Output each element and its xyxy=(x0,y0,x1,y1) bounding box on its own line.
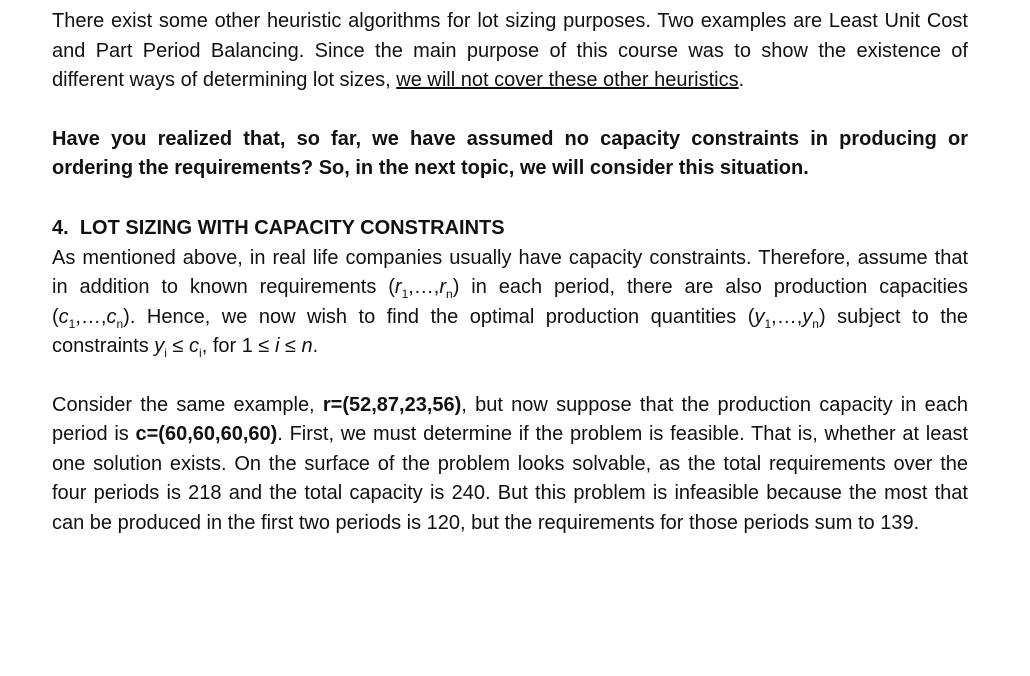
sub-n: n xyxy=(116,316,124,331)
sub-i: i xyxy=(164,346,167,360)
var-y: y xyxy=(754,305,765,328)
spacer xyxy=(52,184,968,213)
var-y: y xyxy=(802,305,813,328)
capacity-vector: c=(60,60,60,60) xyxy=(135,423,278,445)
section-heading xyxy=(52,213,968,244)
sub-n: n xyxy=(812,316,819,331)
sub-1: 1 xyxy=(401,287,409,301)
text: ). Hence, we now wish to find the optimal production quantities ( xyxy=(123,305,755,328)
var-r: r xyxy=(394,276,402,298)
le-sign: ≤ xyxy=(166,335,190,357)
var-i: i xyxy=(274,335,280,357)
example-paragraph xyxy=(52,391,968,539)
question-paragraph: Have you realized that, so far, we have assumed no capacity constraints in producing or ordering the requirements? So, in the next topic, we will consider this situation. xyxy=(52,127,968,179)
var-c: c xyxy=(58,305,69,328)
sub-1: 1 xyxy=(68,316,76,331)
ellipsis: ,…, xyxy=(771,305,803,328)
intro-text: There exist some other heuristic algorithms for lot sizing purposes. Two examples are Least Unit Cost and Part Period Balancing. Since the main purpose of this course was to show the existence of different ways of determining lot sizes, xyxy=(52,10,968,91)
text: . First, we must determine if the problem is feasible. That is, whether at least one solution exists. On the surface of the problem looks solvable, as the total requirements over the four periods is 218 and the total capacity is 240. But this problem is infeasible because the most that can be produced in the first two periods is 120, but the requirements for those periods sum to 139. xyxy=(52,423,969,534)
spacer xyxy=(52,362,968,391)
ellipsis: ,…, xyxy=(408,276,440,298)
sub-n: n xyxy=(446,287,453,301)
var-r: r xyxy=(439,276,447,298)
intro-paragraph xyxy=(52,7,968,96)
intro-end: . xyxy=(738,69,745,91)
section-title: LOT SIZING WITH CAPACITY CONSTRAINTS xyxy=(79,216,505,239)
text: ) in each period, there are also production capacities ( xyxy=(52,276,969,328)
var-c: c xyxy=(106,305,117,328)
var-c: c xyxy=(189,335,200,357)
text: As mentioned above, in real life companies usually have capacity constraints. Therefore, assume that in addition to known requirements ( xyxy=(52,246,968,298)
section-number: 4. xyxy=(52,216,69,239)
requirements-vector: r=(52,87,23,56) xyxy=(322,393,462,416)
underlined-note: we will not cover these other heuristics xyxy=(396,69,739,91)
var-n: n xyxy=(301,335,313,357)
capacity-paragraph xyxy=(52,244,968,362)
ellipsis: ,…, xyxy=(75,305,107,328)
text: ≤ xyxy=(279,335,302,357)
text: , but now suppose that the production capacity in each period is xyxy=(52,393,968,445)
sub-1: 1 xyxy=(764,316,772,331)
text: Consider the same example, xyxy=(52,393,323,416)
text: , for 1 ≤ xyxy=(201,335,275,357)
text: ) subject to the constraints xyxy=(52,305,968,357)
text: . xyxy=(312,335,319,357)
spacer xyxy=(52,96,968,125)
var-y: y xyxy=(154,335,165,357)
sub-i: i xyxy=(199,346,202,360)
